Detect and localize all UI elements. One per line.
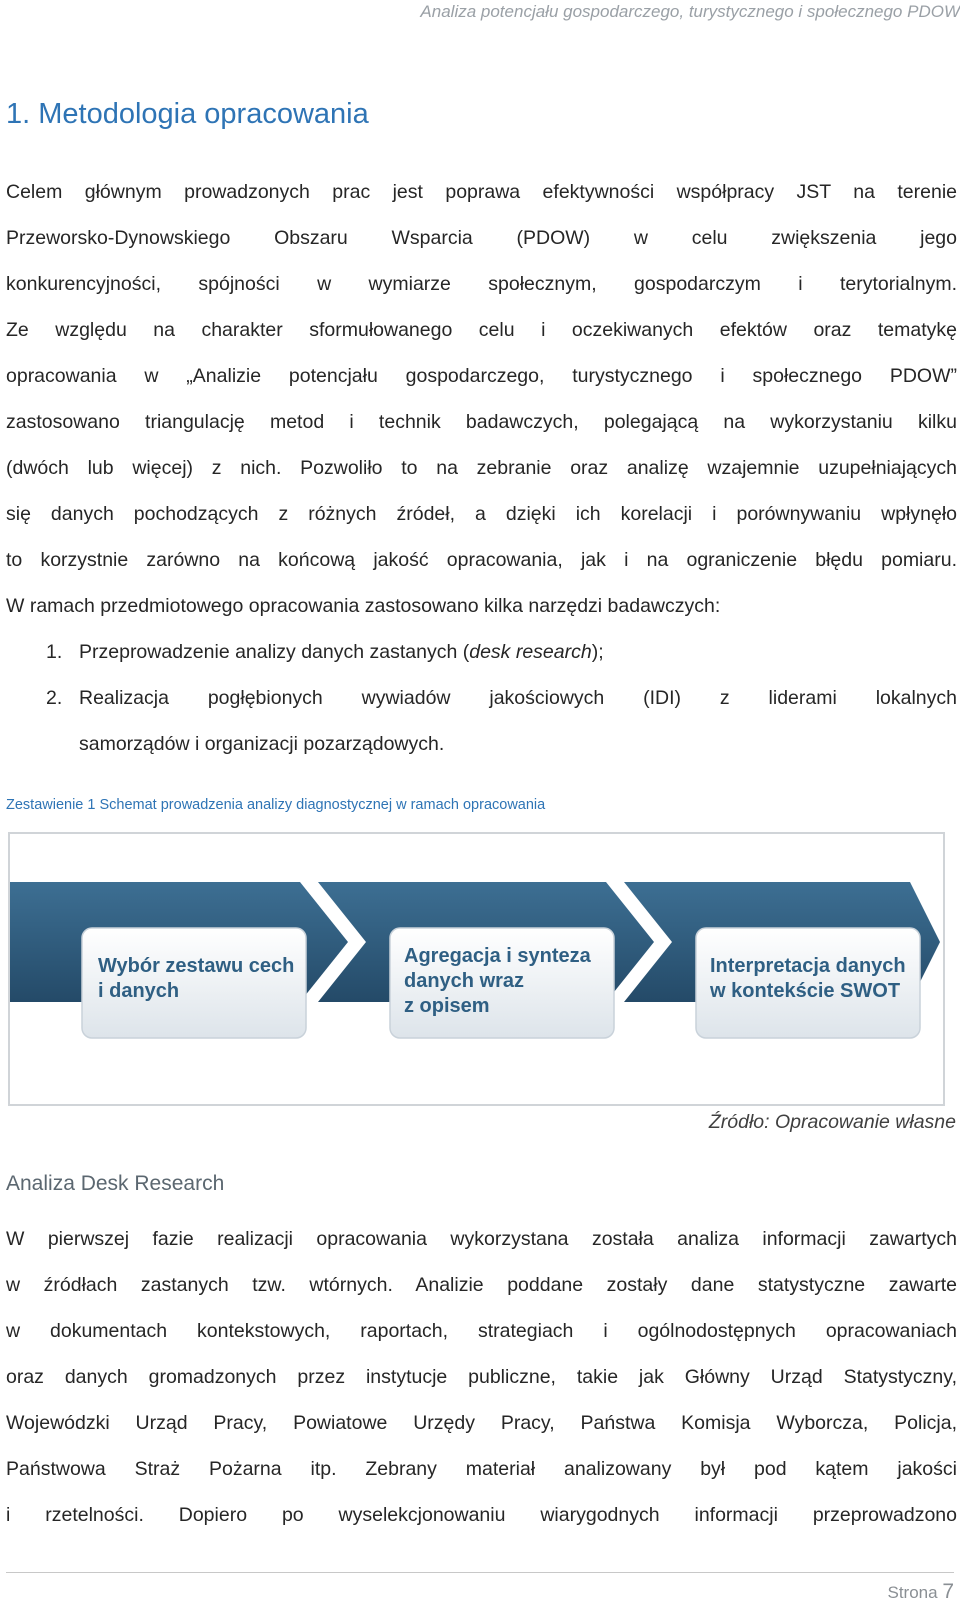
- process-step-1: [10, 882, 348, 1038]
- paragraph-line: W pierwszej fazie realizacji opracowania wykorzystana została analiza informacji zawartych: [6, 1228, 957, 1250]
- paragraph-line: opracowania w „Analizie potencjału gospodarczego, turystycznego i społecznego PDOW”: [6, 365, 957, 387]
- process-diagram: [8, 832, 945, 1106]
- paragraph-line: się danych pochodzących z różnych źródeł, a dzięki ich korelacji i porównywaniu wpłynęło: [6, 503, 957, 525]
- footer-divider: [6, 1572, 954, 1573]
- page-number: 7: [942, 1580, 954, 1603]
- process-step-3: [624, 882, 940, 1038]
- paragraph-line: (dwóch lub więcej) z nich. Pozwoliło to na zebranie oraz analizę wzajemnie uzupełniających: [6, 457, 957, 479]
- paragraph-line: w źródłach zastanych tzw. wtórnych. Analizie poddane zostały dane statystyczne zawarte: [6, 1274, 957, 1296]
- intro-paragraph: [6, 169, 957, 629]
- figure-caption: Zestawienie 1 Schemat prowadzenia analizy diagnostycznej w ramach opracowania: [6, 797, 546, 813]
- list-item: [46, 675, 957, 767]
- process-step-2: [318, 882, 654, 1038]
- step-label: z opisem: [404, 995, 490, 1017]
- step-label: i danych: [98, 980, 180, 1002]
- step-label: Wybór zestawu cech: [98, 955, 295, 977]
- subsection-title: Analiza Desk Research: [6, 1172, 225, 1195]
- footer-label: Strona: [887, 1583, 938, 1602]
- step-label: Agregacja i synteza: [404, 945, 591, 967]
- desk-research-paragraph: [6, 1216, 957, 1538]
- list-number: 1.: [46, 641, 63, 663]
- page-footer: [887, 1580, 954, 1604]
- paragraph-line: Państwowa Straż Pożarna itp. Zebrany materiał analizowany był pod kątem jakości: [6, 1458, 957, 1480]
- paragraph-line: oraz danych gromadzonych przez instytucje publiczne, takie jak Główny Urząd Statystyczny,: [6, 1366, 957, 1388]
- step-label: w kontekście SWOT: [710, 980, 901, 1002]
- figure-source: Źródło: Opracowanie własne: [708, 1111, 956, 1133]
- paragraph-line: Celem głównym prowadzonych prac jest poprawa efektywności współpracy JST na terenie: [6, 181, 957, 203]
- list-text: Realizacja pogłębionych wywiadów jakościowych (IDI) z liderami lokalnych: [79, 687, 957, 709]
- list-text-italic: desk research: [469, 641, 592, 663]
- step-label: danych wraz: [404, 970, 525, 992]
- list-item: [46, 629, 957, 675]
- paragraph-line: konkurencyjności, spójności w wymiarze społecznym, gospodarczym i terytorialnym.: [6, 273, 957, 295]
- paragraph-line: zastosowano triangulację metod i technik badawczych, polegającą na wykorzystaniu kilku: [6, 411, 957, 433]
- paragraph-line: Przeworsko-Dynowskiego Obszaru Wsparcia (PDOW) w celu zwiększenia jego: [6, 227, 957, 249]
- paragraph-line: to korzystnie zarówno na końcową jakość opracowania, jak i na ograniczenie błędu pomiaru.: [6, 549, 957, 571]
- section-title: 1. Metodologia opracowania: [6, 98, 369, 130]
- paragraph-line: w dokumentach kontekstowych, raportach, strategiach i ogólnodostępnych opracowaniach: [6, 1320, 957, 1342]
- paragraph-line: Ze względu na charakter sformułowanego celu i oczekiwanych efektów oraz tematykę: [6, 319, 957, 341]
- list-text: Przeprowadzenie analizy danych zastanych (: [79, 641, 470, 663]
- list-text: samorządów i organizacji pozarządowych.: [79, 733, 445, 755]
- running-header: Analiza potencjału gospodarczego, turystycznego i społecznego PDOW: [420, 2, 960, 21]
- process-diagram-svg: [10, 834, 943, 1104]
- paragraph-line: W ramach przedmiotowego opracowania zastosowano kilka narzędzi badawczych:: [6, 595, 721, 617]
- step-label: Interpretacja danych: [710, 955, 906, 977]
- paragraph-line: Wojewódzki Urząd Pracy, Powiatowe Urzędy Pracy, Państwa Komisja Wyborcza, Policja,: [6, 1412, 957, 1434]
- list-text: );: [591, 641, 604, 663]
- list-number: 2.: [46, 687, 63, 709]
- paragraph-line: i rzetelności. Dopiero po wyselekcjonowaniu wiarygodnych informacji przeprowadzono: [6, 1504, 957, 1526]
